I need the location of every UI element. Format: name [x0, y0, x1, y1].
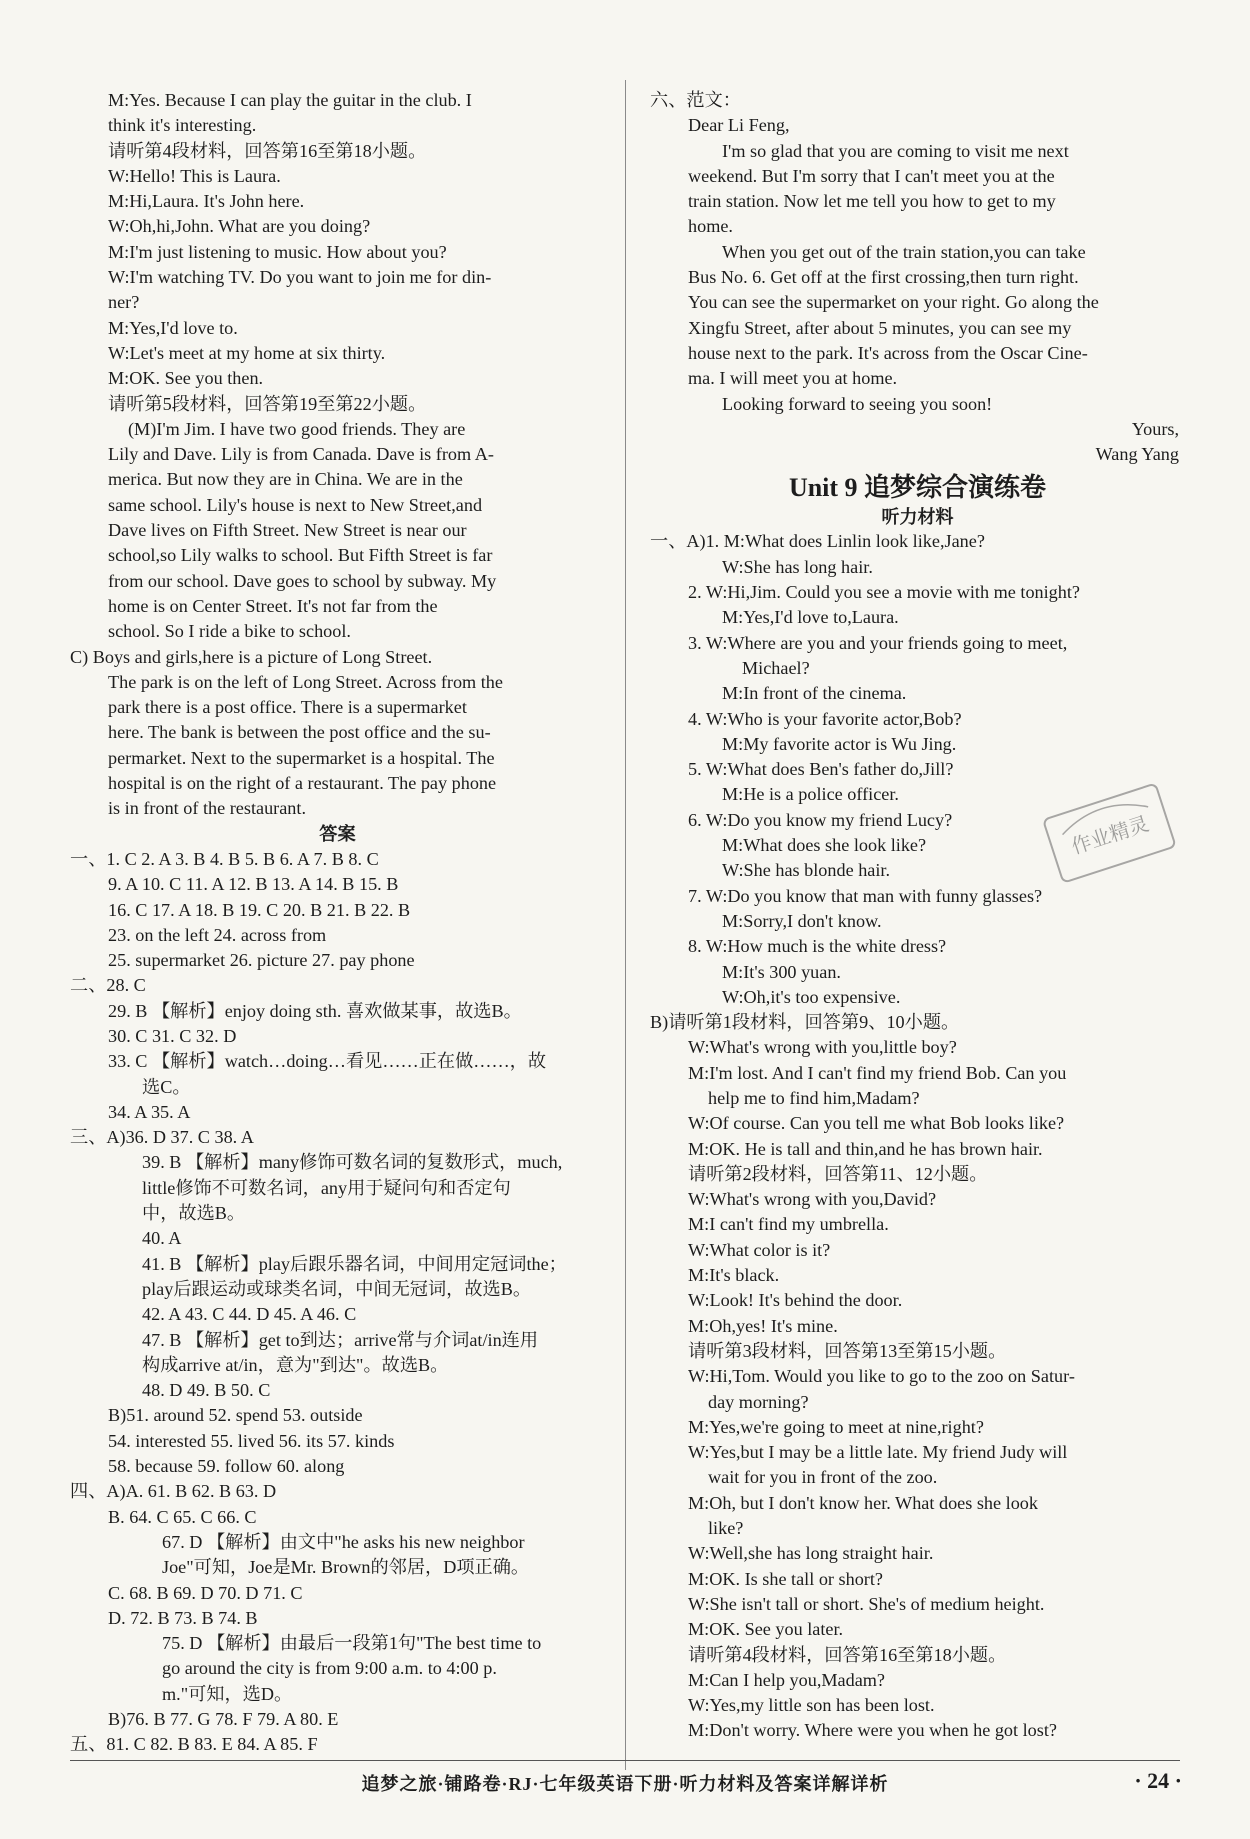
text-line: ma. I will meet you at home.: [688, 368, 898, 389]
text-line: The park is on the left of Long Street. Across from the: [108, 671, 503, 692]
text-line: M:What does she look like?: [722, 835, 927, 856]
text-line: 答案: [319, 823, 356, 844]
text-line: 67. D 【解析】由文中"he asks his new neighbor: [162, 1531, 525, 1552]
text-line: 30. C 31. C 32. D: [108, 1025, 237, 1046]
text-line: 构成arrive at/in，意为"到达"。故选B。: [142, 1354, 449, 1375]
text-line: 9. A 10. C 11. A 12. B 13. A 14. B 15. B: [108, 874, 399, 895]
text-line: think it's interesting.: [108, 115, 257, 136]
text-line: 39. B 【解析】many修饰可数名词的复数形式，much,: [142, 1152, 563, 1173]
text-line: day morning?: [708, 1391, 809, 1412]
text-line: is in front of the restaurant.: [108, 798, 306, 819]
text-line: 三、A)36. D 37. C 38. A: [70, 1127, 254, 1148]
page-footer: [0, 1760, 1250, 1800]
footer-text: 追梦之旅·铺路卷·RJ·七年级英语下册·听力材料及答案详解详析: [361, 1774, 889, 1794]
text-line: M:Sorry,I don't know.: [722, 910, 882, 931]
text-line: 48. D 49. B 50. C: [142, 1380, 271, 1401]
svg-text:作业精灵: 作业精灵: [1068, 811, 1152, 859]
text-line: 8. W:How much is the white dress?: [688, 936, 947, 957]
text-line: here. The bank is between the post office and the su-: [108, 722, 491, 743]
text-line: W:Well,she has long straight hair.: [688, 1543, 934, 1564]
text-line: ner?: [108, 292, 140, 313]
text-line: 4. W:Who is your favorite actor,Bob?: [688, 708, 962, 729]
text-line: 41. B 【解析】play后跟乐器名词，中间用定冠词the；: [142, 1253, 567, 1274]
text-line: M:I'm lost. And I can't find my friend Bob. Can you: [688, 1062, 1067, 1083]
text-line: 33. C 【解析】watch…doing…看见……正在做……，故: [108, 1051, 547, 1072]
text-line: wait for you in front of the zoo.: [708, 1467, 938, 1488]
text-line: hospital is on the right of a restaurant. The pay phone: [108, 773, 497, 794]
text-line: 40. A: [142, 1228, 182, 1249]
text-line: M:It's 300 yuan.: [722, 961, 841, 982]
text-line: 一、1. C 2. A 3. B 4. B 5. B 6. A 7. B 8. C: [70, 848, 379, 869]
listening-script-section: [650, 529, 1185, 1743]
text-line: 58. because 59. follow 60. along: [108, 1456, 345, 1477]
text-line: school,so Lily walks to school. But Fifth Street is far: [108, 545, 493, 566]
text-line: M:Yes,we're going to meet at nine,right?: [688, 1416, 984, 1437]
text-line: little修饰不可数名词，any用于疑问句和否定句: [142, 1177, 511, 1198]
text-line: M:He is a police officer.: [722, 784, 899, 805]
text-line: W:What color is it?: [688, 1239, 831, 1260]
text-line: 54. interested 55. lived 56. its 57. kinds: [108, 1430, 395, 1451]
text-line: Xingfu Street, after about 5 minutes, you can see my: [688, 317, 1072, 338]
text-line: M:Don't worry. Where were you when he got lost?: [688, 1720, 1057, 1741]
text-line: school. So I ride a bike to school.: [108, 621, 351, 642]
text-line: M:OK. He is tall and thin,and he has brown hair.: [688, 1138, 1043, 1159]
text-line: M:I'm just listening to music. How about you?: [108, 241, 447, 262]
text-line: 16. C 17. A 18. B 19. C 20. B 21. B 22. B: [108, 899, 411, 920]
text-line: M:OK. See you later.: [688, 1619, 844, 1640]
text-line: M:Yes,I'd love to.: [108, 317, 238, 338]
text-line: same school. Lily's house is next to New Street,and: [108, 494, 483, 515]
text-line: W:She has blonde hair.: [722, 860, 891, 881]
text-line: M:Hi,Laura. It's John here.: [108, 191, 305, 212]
text-line: W:I'm watching TV. Do you want to join me for din-: [108, 267, 492, 288]
text-line: W:Oh,hi,John. What are you doing?: [108, 216, 371, 237]
text-line: M:My favorite actor is Wu Jing.: [722, 733, 957, 754]
text-line: weekend. But I'm sorry that I can't meet you at the: [688, 165, 1055, 186]
text-line: M:Oh, but I don't know her. What does she look: [688, 1492, 1038, 1513]
text-line: When you get out of the train station,you can take: [722, 241, 1086, 262]
text-line: play后跟运动或球类名词，中间无冠词，故选B。: [142, 1278, 532, 1299]
text-line: go around the city is from 9:00 a.m. to 4:00 p.: [162, 1658, 497, 1679]
text-line: M:OK. Is she tall or short?: [688, 1568, 883, 1589]
text-line: 选C。: [142, 1076, 191, 1097]
text-line: 42. A 43. C 44. D 45. A 46. C: [142, 1304, 357, 1325]
text-line: M:OK. See you then.: [108, 368, 264, 389]
unit-title: Unit 9 追梦综合演练卷: [788, 473, 1047, 503]
text-line: W:What's wrong with you,David?: [688, 1189, 937, 1210]
text-line: like?: [708, 1518, 744, 1539]
text-line: permarket. Next to the supermarket is a hospital. The: [108, 747, 495, 768]
right-column: [650, 88, 1185, 1744]
text-line: 2. W:Hi,Jim. Could you see a movie with me tonight?: [688, 582, 1080, 603]
text-line: 3. W:Where are you and your friends going to meet,: [688, 632, 1068, 653]
text-line: home.: [688, 216, 733, 237]
text-line: W:She isn't tall or short. She's of medium height.: [688, 1593, 1045, 1614]
text-line: M:Can I help you,Madam?: [688, 1669, 885, 1690]
text-line: 一、A)1. M:What does Linlin look like,Jane?: [650, 531, 985, 552]
text-line: W:She has long hair.: [722, 556, 873, 577]
page-number: · 24 ·: [1134, 1768, 1182, 1793]
text-line: 请听第5段材料，回答第19至第22小题。: [108, 393, 427, 414]
text-line: W:What's wrong with you,little boy?: [688, 1037, 957, 1058]
text-line: (M)I'm Jim. I have two good friends. They are: [128, 418, 466, 439]
text-line: merica. But now they are in China. We are in the: [108, 469, 463, 490]
text-line: 5. W:What does Ben's father do,Jill?: [688, 759, 954, 780]
text-line: W:Yes,but I may be a little late. My friend Judy will: [688, 1442, 1068, 1463]
text-line: 请听第3段材料，回答第13至第15小题。: [688, 1340, 1007, 1361]
text-line: 25. supermarket 26. picture 27. pay phone: [108, 950, 415, 971]
text-line: home is on Center Street. It's not far from the: [108, 595, 438, 616]
text-line: B)76. B 77. G 78. F 79. A 80. E: [108, 1709, 339, 1729]
text-line: W:Hi,Tom. Would you like to go to the zoo on Satur-: [688, 1366, 1075, 1387]
text-line: 75. D 【解析】由最后一段第1句"The best time to: [162, 1633, 542, 1654]
footer-rule: [70, 1760, 1180, 1761]
text-line: park there is a post office. There is a supermarket: [108, 697, 467, 718]
text-line: Dear Li Feng,: [688, 115, 790, 136]
text-line: 6. W:Do you know my friend Lucy?: [688, 809, 953, 830]
text-line: 请听第2段材料，回答第11、12小题。: [688, 1163, 988, 1184]
text-line: B)51. around 52. spend 53. outside: [108, 1405, 363, 1426]
text-line: 47. B 【解析】get to到达；arrive常与介词at/in连用: [142, 1329, 539, 1350]
text-line: M:Oh,yes! It's mine.: [688, 1315, 838, 1336]
text-line: W:Hello! This is Laura.: [108, 165, 281, 186]
text-line: Yours,: [1131, 418, 1179, 439]
text-line: M:Yes. Because I can play the guitar in the club. I: [108, 90, 472, 110]
text-line: You can see the supermarket on your right. Go along the: [688, 292, 1099, 313]
text-line: 34. A 35. A: [108, 1101, 191, 1122]
text-line: W:Yes,my little son has been lost.: [688, 1695, 935, 1716]
text-line: 29. B 【解析】enjoy doing sth. 喜欢做某事，故选B。: [108, 1000, 522, 1021]
text-line: house next to the park. It's across from the Oscar Cine-: [688, 342, 1088, 363]
text-line: W:Look! It's behind the door.: [688, 1290, 903, 1311]
text-line: B. 64. C 65. C 66. C: [108, 1506, 257, 1527]
text-line: 二、28. C: [70, 975, 146, 996]
column-divider: [625, 80, 626, 1770]
text-line: 7. W:Do you know that man with funny glasses?: [688, 885, 1043, 906]
text-line: M:It's black.: [688, 1265, 780, 1286]
text-line: M:In front of the cinema.: [722, 683, 907, 704]
text-line: 四、A)A. 61. B 62. B 63. D: [70, 1481, 277, 1502]
text-line: Looking forward to seeing you soon!: [722, 393, 993, 414]
left-column: [70, 88, 605, 1758]
text-line: 六、范文：: [650, 90, 741, 110]
text-line: Dave lives on Fifth Street. New Street is near our: [108, 520, 467, 541]
text-line: 请听第4段材料，回答第16至第18小题。: [108, 140, 427, 161]
text-line: W:Of course. Can you tell me what Bob looks like?: [688, 1113, 1065, 1134]
text-line: Michael?: [742, 657, 810, 678]
text-line: M:Yes,I'd love to,Laura.: [722, 607, 899, 628]
text-line: Joe"可知，Joe是Mr. Brown的邻居，D项正确。: [162, 1557, 530, 1578]
text-line: 中，故选B。: [142, 1203, 246, 1224]
text-line: D. 72. B 73. B 74. B: [108, 1607, 258, 1628]
text-line: M:I can't find my umbrella.: [688, 1214, 889, 1235]
text-line: 五、81. C 82. B 83. E 84. A 85. F: [70, 1734, 318, 1755]
text-line: Bus No. 6. Get off at the first crossing,then turn right.: [688, 267, 1079, 288]
text-line: C) Boys and girls,here is a picture of Long Street.: [70, 646, 433, 667]
text-line: W:Let's meet at my home at six thirty.: [108, 342, 386, 363]
text-line: help me to find him,Madam?: [708, 1087, 920, 1108]
text-line: W:Oh,it's too expensive.: [722, 986, 901, 1007]
text-line: C. 68. B 69. D 70. D 71. C: [108, 1582, 303, 1603]
text-line: m."可知，选D。: [162, 1683, 293, 1704]
text-line: B)请听第1段材料，回答第9、10小题。: [650, 1012, 960, 1033]
text-line: from our school. Dave goes to school by subway. My: [108, 570, 497, 591]
text-line: Wang Yang: [1095, 444, 1179, 465]
text-line: I'm so glad that you are coming to visit me next: [722, 140, 1069, 161]
text-line: train station. Now let me tell you how to get to my: [688, 191, 1056, 212]
text-line: Lily and Dave. Lily is from Canada. Dave is from A-: [108, 444, 494, 465]
text-line: 请听第4段材料，回答第16至第18小题。: [688, 1644, 1007, 1665]
unit-subtitle: 听力材料: [881, 507, 954, 528]
model-essay-section: [650, 88, 1185, 467]
text-line: 23. on the left 24. across from: [108, 924, 327, 945]
